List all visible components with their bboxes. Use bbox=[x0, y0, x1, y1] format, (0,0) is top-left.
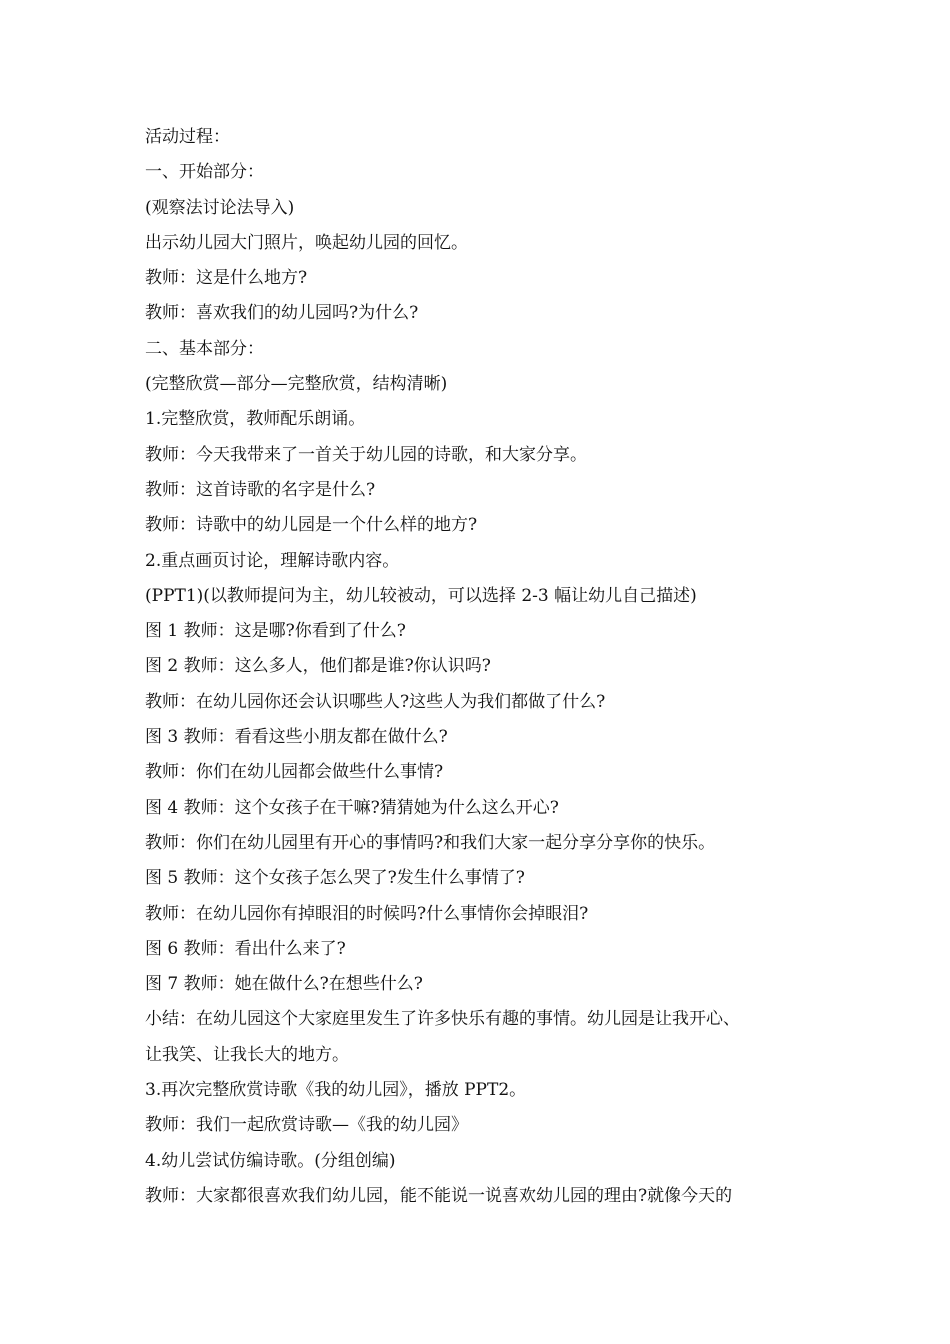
text-line: 教师：你们在幼儿园都会做些什么事情? bbox=[145, 762, 444, 783]
text-line: 2.重点画页讨论，理解诗歌内容。 bbox=[145, 550, 400, 571]
text-line: 教师：在幼儿园你还会认识哪些人?这些人为我们都做了什么? bbox=[145, 691, 606, 712]
document-body bbox=[145, 120, 835, 1214]
text-line: 一、开始部分： bbox=[145, 162, 264, 183]
text-line: 教师：在幼儿园你有掉眼泪的时候吗?什么事情你会掉眼泪? bbox=[145, 903, 589, 924]
text-line: 图 4 教师：这个女孩子在干嘛?猜猜她为什么这么开心? bbox=[145, 797, 559, 818]
text-line: 小结：在幼儿园这个大家庭里发生了许多快乐有趣的事情。幼儿园是让我开心、 bbox=[145, 1009, 740, 1030]
text-line: 图 7 教师：她在做什么?在想些什么? bbox=[145, 974, 423, 995]
text-line: 图 1 教师：这是哪?你看到了什么? bbox=[145, 621, 406, 642]
text-line: 教师：大家都很喜欢我们幼儿园，能不能说一说喜欢幼儿园的理由?就像今天的 bbox=[145, 1185, 733, 1206]
text-line: 教师：诗歌中的幼儿园是一个什么样的地方? bbox=[145, 515, 478, 536]
text-line: 教师：今天我带来了一首关于幼儿园的诗歌，和大家分享。 bbox=[145, 444, 587, 465]
text-line: 教师：这是什么地方? bbox=[145, 268, 308, 289]
text-line: 出示幼儿园大门照片，唤起幼儿园的回忆。 bbox=[145, 232, 468, 253]
text-line: 教师：你们在幼儿园里有开心的事情吗?和我们大家一起分享分享你的快乐。 bbox=[145, 832, 716, 853]
text-line: 图 2 教师：这么多人，他们都是谁?你认识吗? bbox=[145, 656, 491, 677]
text-line: (完整欣赏—部分—完整欣赏，结构清晰) bbox=[145, 374, 448, 395]
text-line: 4.幼儿尝试仿编诗歌。(分组创编) bbox=[145, 1150, 396, 1171]
text-line: 教师：喜欢我们的幼儿园吗?为什么? bbox=[145, 303, 419, 324]
text-line: (PPT1)(以教师提问为主，幼儿较被动，可以选择 2-3 幅让幼儿自己描述) bbox=[145, 585, 697, 606]
text-line: 二、基本部分： bbox=[145, 338, 264, 359]
text-line: 教师：这首诗歌的名字是什么? bbox=[145, 479, 376, 500]
text-line: 图 3 教师：看看这些小朋友都在做什么? bbox=[145, 727, 448, 748]
text-line: 3.再次完整欣赏诗歌《我的幼儿园》，播放 PPT2。 bbox=[145, 1080, 527, 1101]
text-line: 图 5 教师：这个女孩子怎么哭了?发生什么事情了? bbox=[145, 868, 525, 889]
text-line: 1.完整欣赏，教师配乐朗诵。 bbox=[145, 409, 366, 430]
text-line: 让我笑、让我长大的地方。 bbox=[145, 1044, 349, 1065]
text-line: (观察法讨论法导入) bbox=[145, 197, 295, 218]
text-line: 教师：我们一起欣赏诗歌—《我的幼儿园》 bbox=[145, 1115, 468, 1136]
text-line: 图 6 教师：看出什么来了? bbox=[145, 938, 346, 959]
text-line: 活动过程： bbox=[145, 127, 230, 147]
